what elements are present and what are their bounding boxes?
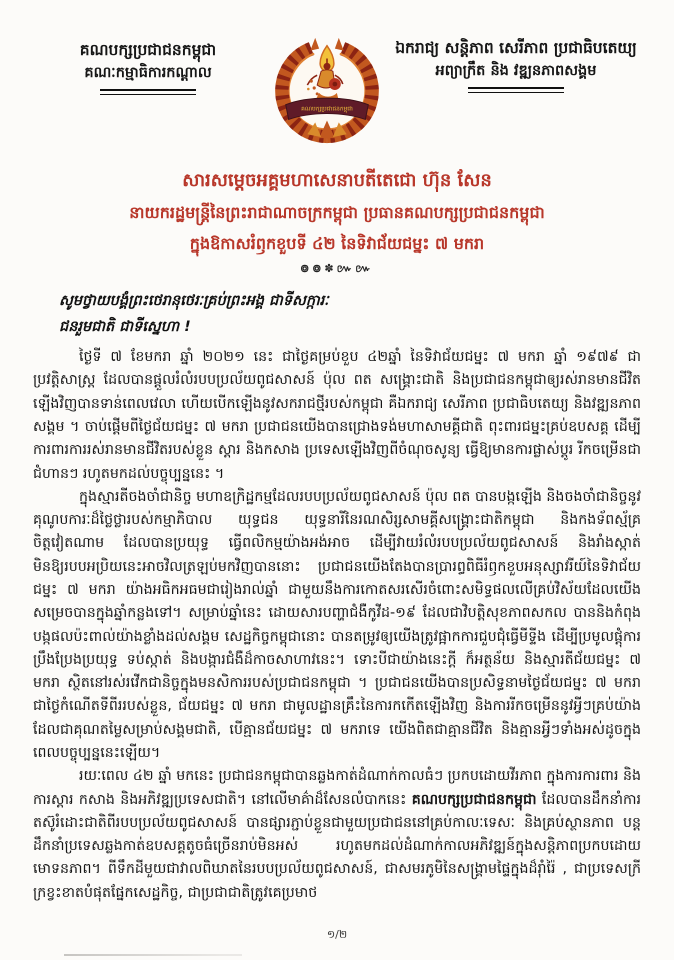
text-run: រយៈពេល ៤២ ឆ្នាំ មកនេះ ប្រជាជនកម្ពុជាបានឆ្លងកាត់ដំណាក់កាលធំៗ ប្រកបដោយវីរភាព ក្នុងការការពារ និងការស្ដារ កសាង និងអភិវឌ្ឍប្រទេសជាតិ។ នៅលើមាគ៌ាដ៏សែនលំបាកនេះ: [33, 768, 641, 808]
double-underline: [100, 89, 196, 95]
salutation-line1: សូមថ្វាយបង្គំព្រះថេរានុថេរៈគ្រប់ព្រះអង្គ ជាទីសក្ការៈ: [59, 293, 329, 309]
scan-artifact-line: [64, 954, 242, 956]
party-name: គណបក្សប្រជាជនកម្ពុជា: [79, 41, 217, 59]
title-line-occasion: ក្នុងឱកាសរំឭកខួបទី ៤២ នៃទិវាជ័យជម្នះ ៧ មករា: [189, 234, 485, 253]
body-paragraphs: [33, 346, 641, 905]
letterhead: [33, 26, 641, 156]
salutation-line2: ជនរួមជាតិ ជាទីស្នេហា !: [59, 319, 191, 336]
central-committee: គណៈកម្មាធិការកណ្ដាល: [84, 65, 212, 82]
paragraph: [33, 346, 641, 486]
message-title: [33, 168, 641, 257]
title-line-position: នាយករដ្ឋមន្ត្រីនៃព្រះរាជាណាចក្រកម្ពុជា ប្រធានគណបក្សប្រជាជនកម្ពុជា: [129, 203, 545, 222]
bold-run: គណបក្សប្រជាជនកម្ពុជា: [411, 791, 537, 808]
letterhead-left: [33, 26, 263, 95]
ornamental-divider: ៙៙✽៚៚: [300, 262, 374, 275]
logo-banner-text: គណបក្សប្រជាជនកម្ពុជា: [301, 106, 353, 113]
page-number: ១/២: [326, 928, 348, 941]
national-motto-line1: ឯករាជ្យ សន្តិភាព សេរីភាព ប្រជាធិបតេយ្យ: [395, 39, 637, 57]
text-run: ដែលបានដឹកនាំការតស៊ូរំដោះជាតិពីរបបប្រល័យពូជសាសន៍ បានផ្សារភ្ជាប់ខ្លួនជាមួយប្រជាជននៅគ្រប់កាលៈទេសៈ និងគ្រប់ស្ថានភាព បន្តដឹកនាំប្រទេសឆ្លងកាត់ឧបសគ្គតូចធំច្រើនរាប់មិនអស់ រហូតមកដល់ដំណាក់កាលអភិវឌ្ឍន៍ក្នុងសន្តិភាពប្រកបដោយមោទនភាព។ ពីទឹកដីមួយជាវាលពិឃាតនៃរបបប្រល័យពូជសាសន៍, ជាសមរភូមិនៃសង្គ្រាមផ្ទៃក្នុងដ៏រ៉ាំរ៉ៃ , ជាប្រទេសក្រីក្រខ្វះខាតបំផុតផ្នែកសេដ្ឋកិច្ច, ជាប្រជាជាតិត្រូវគេប្រមាថ: [33, 791, 641, 901]
text-run: ថ្ងៃទី ៧ ខែមករា ឆ្នាំ ២០២១ នេះ ជាថ្ងៃគម្រប់ខួប ៤២ឆ្នាំ នៃទិវាជ័យជម្នះ ៧ មករា ឆ្នាំ ១៩៧៩ ជាប្រវត្តិសាស្ត្រ ដែលបានផ្ដួលរំលំរបបប្រល័យពូជសាសន៍ ប៉ុល ពត សង្គ្រោះជាតិ និងប្រជាជនកម្ពុជាឲ្យរស់រានមានជីវិតឡើងវិញបានទាន់ពេលវេលា ហើយបើកឡើងនូវសករាជថ្មីរបស់កម្ពុជា គឺឯករាជ្យ សេរីភាព ប្រជាធិបតេយ្យ និងវឌ្ឍនភាពសង្គម ។ ចាប់ផ្ដើមពីថ្ងៃជ័យជម្នះ ៧ មករា ប្រជាជនយើងបានជ្រោងទង់មហាសាមគ្គីជាតិ ពុះពារជម្នះគ្រប់ឧបសគ្គ ដើម្បីការពារការរស់រានមានជីវិតរបស់ខ្លួន ស្ដារ និងកសាង ប្រទេសឡើងវិញពីចំណុចសូន្យ ធ្វើឱ្យមានការផ្លាស់ប្ដូរ រីកចម្រើនជាជំហានៗ រហូតមកដល់បច្ចុប្បន្ននេះ ។: [33, 349, 641, 482]
paragraph: [33, 765, 641, 905]
cpp-emblem-icon: [268, 24, 386, 152]
double-underline: [468, 87, 564, 93]
letterhead-right: [391, 26, 641, 93]
text-run: ក្នុងស្មារតីចងចាំជានិច្ច មហាឧក្រិដ្ឋកម្មដែលរបបប្រល័យពូជសាសន៍ ប៉ុល ពត បានបង្កឡើង និងចងចាំជានិច្ចនូវគុណូបការៈដ៏ថ្លៃថ្លារបស់កម្មាភិបាល យុទ្ធជន យុទ្ធនារីនៃរណសិរ្សសាមគ្គីសង្គ្រោះជាតិកម្ពុជា និងកងទ័ពស្ម័គ្រចិត្តវៀតណាម ដែលបានប្រយុទ្ធ ធ្វើពលិកម្មយ៉ាងអង់អាច ដើម្បីវាយរំលំរបបប្រល័យពូជសាសន៍ និងរាំងស្កាត់មិនឱ្យរបបអប្រិយនេះអាចវិលត្រឡប់មកវិញបាននោះ ប្រជាជនយើងតែងបានប្រារព្ធពិធីរំឭកខួបអនុស្សាវរីយ៍នៃទិវាជ័យជម្នះ ៧ មករា យ៉ាងអធិកអធមជារៀងរាល់ឆ្នាំ ជាមួយនឹងការកោតសរសើរចំពោះសមិទ្ធផលលើគ្រប់វិស័យដែលយើងសម្រេចបានក្នុងឆ្នាំកន្លងទៅ។ សម្រាប់ឆ្នាំនេះ ដោយសារបញ្ហាជំងឺកូវីដ-១៩ ដែលជាវិបត្តិសុខភាពសកល បាននិងកំពុងបង្កផលប៉ះពាល់យ៉ាងខ្លាំងដល់សង្គម សេដ្ឋកិច្ចកម្ពុជានោះ បានតម្រូវឲ្យយើងត្រូវផ្អាកការជួបជុំធ្វើមីទ្ទីង ដើម្បីប្រមូលផ្ដុំការប្រឹងប្រែងប្រយុទ្ធ ទប់ស្កាត់ និងបង្ការជំងឺដ៏កាចសាហាវនេះ។ ទោះបីជាយ៉ាងនេះក្ដី ក៏អត្ថន័យ និងស្មារតីជ័យជម្នះ ៧ មករា ស្ថិតនៅរស់រវើកជានិច្ចក្នុងមនសិការរបស់ប្រជាជនកម្ពុជា ។ ប្រជាជនយើងបានប្រសិទ្ធនាមថ្ងៃជ័យជម្នះ ៧ មករា ជាថ្ងៃកំណើតទីពីររបស់ខ្លួន, ជ័យជម្នះ ៧ មករា ជាមូលដ្ឋានគ្រឹះនៃការកកើតឡើងវិញ និងការរីកចម្រើននូវអ្វីៗគ្រប់យ៉ាង ដែលជាគុណតម្លៃសម្រាប់សង្គមជាតិ, បើគ្មានជ័យជម្នះ ៧ មករាទេ យើងពិតជាគ្មានជីវិត និងគ្មានអ្វីៗទាំងអស់ដូចក្នុងពេលបច្ចុប្បន្ននេះឡើយ។: [33, 488, 641, 761]
title-line-author: សារសម្ដេចអគ្គមហាសេនាបតីតេជោ ហ៊ុន សែន: [182, 170, 492, 191]
salutation: [59, 288, 641, 340]
national-motto-line2: អព្យាក្រឹត និង វឌ្ឍនភាពសង្គម: [435, 63, 597, 80]
paragraph: [33, 486, 641, 765]
cpp-emblem-logo: [268, 24, 386, 156]
